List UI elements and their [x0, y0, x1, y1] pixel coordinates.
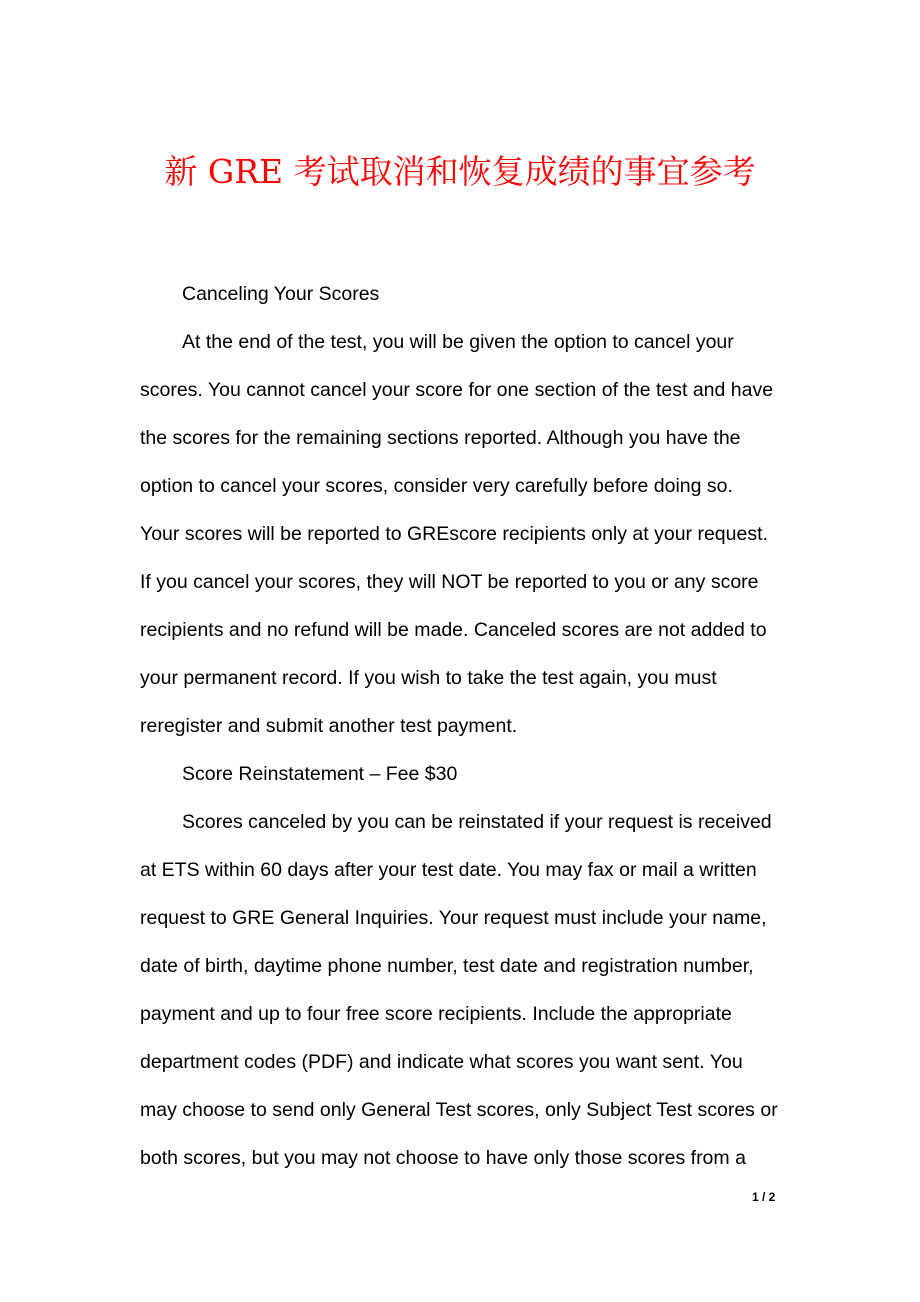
text-line: Your scores will be reported to GREscore recipients only at your request. [140, 523, 768, 545]
paragraph [140, 318, 800, 750]
paragraph [140, 750, 800, 798]
document-body [140, 270, 800, 1182]
text-line: at ETS within 60 days after your test date. You may fax or mail a written [140, 859, 757, 881]
text-line: the scores for the remaining sections reported. Although you have the [140, 427, 741, 449]
text-line: scores. You cannot cancel your score for one section of the test and have [140, 379, 774, 401]
text-line: both scores, but you may not choose to have only those scores from a [140, 1147, 746, 1169]
page-number: 1 / 2 [752, 1190, 776, 1204]
text-line: request to GRE General Inquiries. Your request must include your name, [140, 907, 767, 929]
text-line: Canceling Your Scores [182, 283, 380, 305]
text-line: reregister and submit another test payment. [140, 715, 518, 737]
text-line: recipients and no refund will be made. Canceled scores are not added to [140, 619, 767, 641]
text-line: department codes (PDF) and indicate what scores you want sent. You [140, 1051, 743, 1073]
text-line: At the end of the test, you will be given the option to cancel your [182, 331, 734, 353]
text-line: may choose to send only General Test scores, only Subject Test scores or [140, 1099, 778, 1121]
text-line: payment and up to four free score recipients. Include the appropriate [140, 1003, 732, 1025]
text-line: date of birth, daytime phone number, test date and registration number, [140, 955, 754, 977]
paragraph [140, 270, 800, 318]
text-line: Score Reinstatement – Fee $30 [182, 763, 458, 785]
paragraph [140, 798, 800, 1182]
text-line: If you cancel your scores, they will NOT be reported to you or any score [140, 571, 759, 593]
text-line: your permanent record. If you wish to take the test again, you must [140, 667, 717, 689]
document-title: 新 GRE 考试取消和恢复成绩的事宜参考 [164, 152, 756, 191]
text-line: option to cancel your scores, consider very carefully before doing so. [140, 475, 733, 497]
text-line: Scores canceled by you can be reinstated if your request is received [182, 811, 772, 833]
